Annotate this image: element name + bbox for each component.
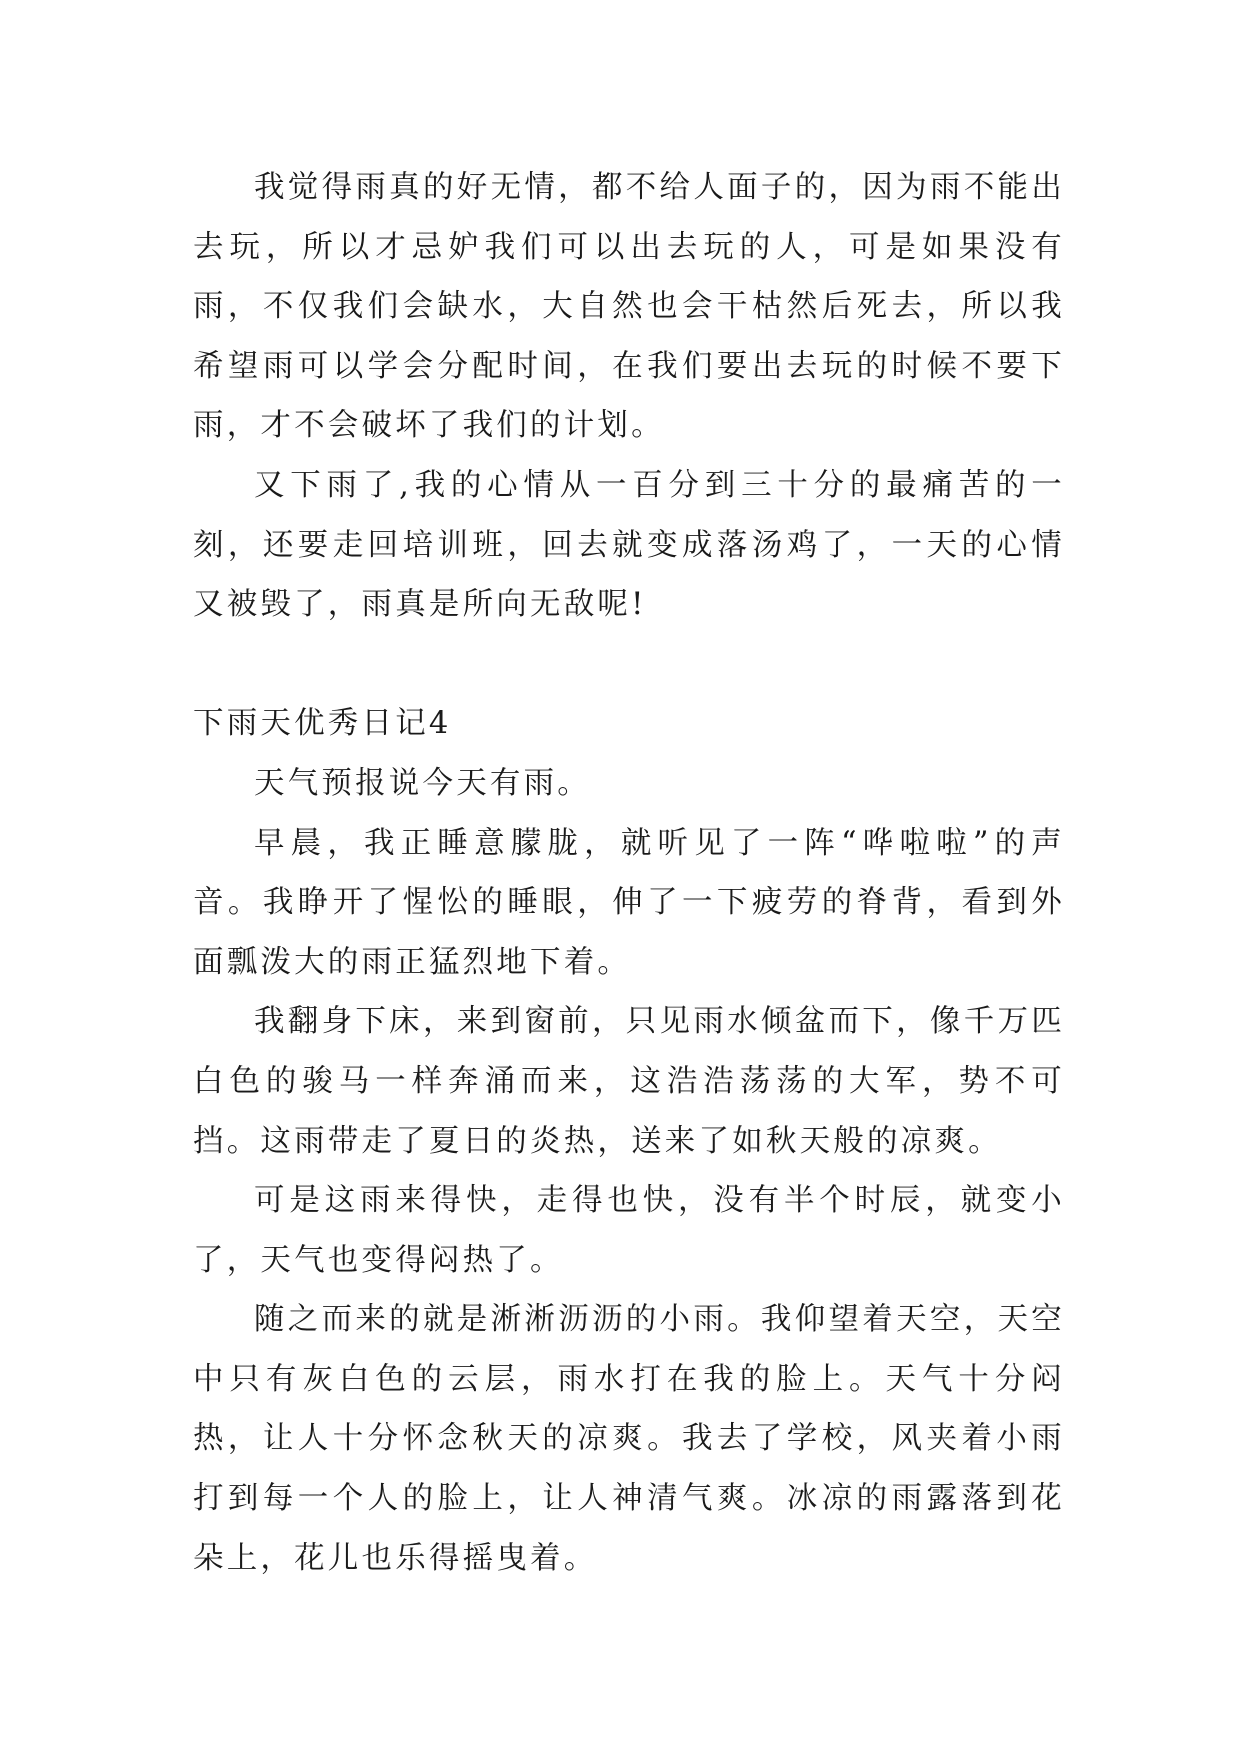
paragraph: 早晨，我正睡意朦胧，就听见了一阵“哗啦啦”的声音。我睁开了惺忪的睡眼，伸了一下疲劳的脊背，看到外面瓢泼大的雨正猛烈地下着。 xyxy=(193,825,1065,980)
paragraph: 天气预报说今天有雨。 xyxy=(254,765,591,801)
paragraph: 我觉得雨真的好无情，都不给人面子的，因为雨不能出去玩，所以才忌妒我们可以出去玩的人，可是如果没有雨，不仅我们会缺水，大自然也会干枯然后死去，所以我希望雨可以学会分配时间，在我们要出去玩的时候不要下雨，才不会破坏了我们的计划。 xyxy=(193,170,1065,444)
paragraph: 随之而来的就是淅淅沥沥的小雨。我仰望着天空，天空中只有灰白色的云层，雨水打在我的脸上。天气十分闷热，让人十分怀念秋天的凉爽。我去了学校，风夹着小雨打到每一个人的脸上，让人神清气爽。冰凉的雨露落到花朵上，花儿也乐得摇曳着。 xyxy=(193,1302,1065,1576)
document-body xyxy=(193,158,1065,1588)
paragraph: 可是这雨来得快，走得也快，没有半个时辰，就变小了，天气也变得闷热了。 xyxy=(193,1183,1065,1278)
paragraph: 我翻身下床，来到窗前，只见雨水倾盆而下，像千万匹白色的骏马一样奔涌而来，这浩浩荡荡的大军，势不可挡。这雨带走了夏日的炎热，送来了如秋天般的凉爽。 xyxy=(193,1004,1065,1159)
section-spacer xyxy=(193,635,1065,695)
paragraph: 又下雨了,我的心情从一百分到三十分的最痛苦的一刻，还要走回培训班，回去就变成落汤鸡了，一天的心情又被毁了，雨真是所向无敌呢! xyxy=(193,467,1065,623)
section-title: 下雨天优秀日记4 xyxy=(193,706,452,742)
